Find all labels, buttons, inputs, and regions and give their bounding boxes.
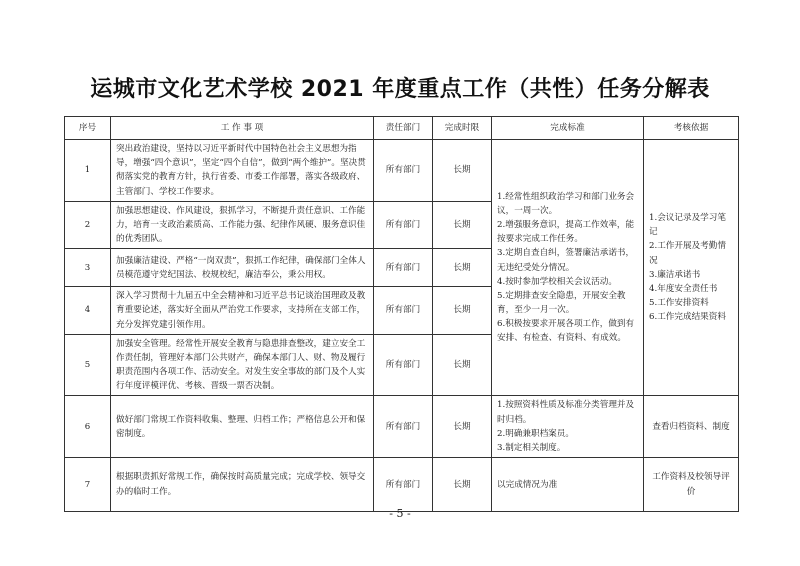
row-seq: 6 (65, 396, 111, 458)
row-basis: 查看归档资料、制度 (644, 396, 739, 458)
row-deadline: 长期 (433, 334, 492, 396)
row-dept: 所有部门 (374, 334, 433, 396)
row-item: 加强思想建设、作风建设，狠抓学习，不断提升责任意识、工作能力，培育一支政治素质高、工作能力强、纪律作风硬、服务意识佳的优秀团队。 (111, 201, 374, 249)
standard-line: 3.定期自查自纠，签署廉洁承诺书，无违纪受处分情况。 (497, 248, 635, 273)
row-seq: 5 (65, 334, 111, 396)
merged-standard-cell (492, 140, 644, 396)
standard-line: 3.制定相关制度。 (497, 442, 566, 453)
page-title: 运城市文化艺术学校 2021 年度重点工作（共性）任务分解表 (90, 77, 710, 102)
row-item: 突出政治建设，坚持以习近平新时代中国特色社会主义思想为指导，增强“四个意识”，坚定“四个自信”，做到“两个维护”。坚决贯彻落实党的教育方针，执行省委、市委工作部署，落实各级政府、主管部门、学校工作要求。 (111, 140, 374, 202)
task-table (64, 116, 739, 512)
standard-line: 6.积极按要求开展各项工作，做到有安排、有检查、有资料、有成效。 (497, 319, 635, 344)
header-deadline: 完成时限 (433, 117, 492, 140)
table-row (65, 396, 739, 458)
row-basis: 工作资料及校领导评价 (644, 458, 739, 512)
header-seq: 序号 (65, 117, 111, 140)
standard-line: 1.按照资料性质及标准分类管理并及时归档。 (497, 400, 635, 425)
row-dept: 所有部门 (374, 140, 433, 202)
row-seq: 4 (65, 287, 111, 335)
row-dept: 所有部门 (374, 396, 433, 458)
row-item: 做好部门常规工作资料收集、整理、归档工作；严格信息公开和保密制度。 (111, 396, 374, 458)
merged-basis-cell (644, 140, 739, 396)
row-seq: 1 (65, 140, 111, 202)
basis-line: 5.工作安排资料 (649, 298, 709, 309)
row-deadline: 长期 (433, 201, 492, 249)
row-item: 加强廉洁建设、严格“一岗双责”，狠抓工作纪律，确保部门全体人员模范遵守党纪国法、校规校纪，廉洁奉公，秉公用权。 (111, 249, 374, 287)
row-standard: 以完成情况为准 (492, 458, 644, 512)
table-header-row (65, 117, 739, 140)
basis-line: 2.工作开展及考勤情况 (649, 241, 726, 266)
row-deadline: 长期 (433, 396, 492, 458)
header-dept: 责任部门 (374, 117, 433, 140)
row-deadline: 长期 (433, 287, 492, 335)
row-item: 根据职责抓好常规工作，确保按时高质量完成；完成学校、领导交办的临时工作。 (111, 458, 374, 512)
standard-line: 2.增强服务意识，提高工作效率，能按要求完成工作任务。 (497, 220, 635, 245)
header-basis: 考核依据 (644, 117, 739, 140)
row-dept: 所有部门 (374, 458, 433, 512)
row-seq: 2 (65, 201, 111, 249)
basis-line: 3.廉洁承诺书 (649, 269, 701, 280)
header-standard: 完成标准 (492, 117, 644, 140)
standard-line: 1.经常性组织政治学习和部门业务会议，一周一次。 (497, 191, 635, 216)
row-deadline: 长期 (433, 140, 492, 202)
basis-line: 1.会议记录及学习笔记 (649, 213, 726, 238)
row-dept: 所有部门 (374, 201, 433, 249)
row-deadline: 长期 (433, 249, 492, 287)
row-item: 深入学习贯彻十九届五中全会精神和习近平总书记谈治国理政及教育重要论述，落实好全面从严治党工作要求，支持所在支部工作，充分发挥党建引领作用。 (111, 287, 374, 335)
page-number: - 5 - (389, 507, 411, 520)
row-dept: 所有部门 (374, 249, 433, 287)
standard-line: 2.明确兼职档案员。 (497, 428, 574, 439)
row-seq: 7 (65, 458, 111, 512)
basis-line: 6.工作完成结果资料 (649, 312, 726, 323)
row-seq: 3 (65, 249, 111, 287)
standard-line: 4.按时参加学校相关会议活动。 (497, 276, 617, 287)
row-item: 加强安全管理。经常性开展安全教育与隐患排查整改，建立安全工作责任制，管理好本部门公共财产，确保本部门人、财、物及履行职责范围内各项工作、活动安全。对发生安全事故的部门及个人实行年度评模评优、考核、晋级一票否决制。 (111, 334, 374, 396)
header-item: 工 作 事 项 (111, 117, 374, 140)
row-dept: 所有部门 (374, 287, 433, 335)
table-row (65, 140, 739, 202)
table-row (65, 458, 739, 512)
standard-line: 5.定期排查安全隐患，开展安全教育，至少一月一次。 (497, 290, 626, 316)
row-standard (492, 396, 644, 458)
row-deadline: 长期 (433, 458, 492, 512)
basis-line: 4.年度安全责任书 (649, 283, 718, 294)
